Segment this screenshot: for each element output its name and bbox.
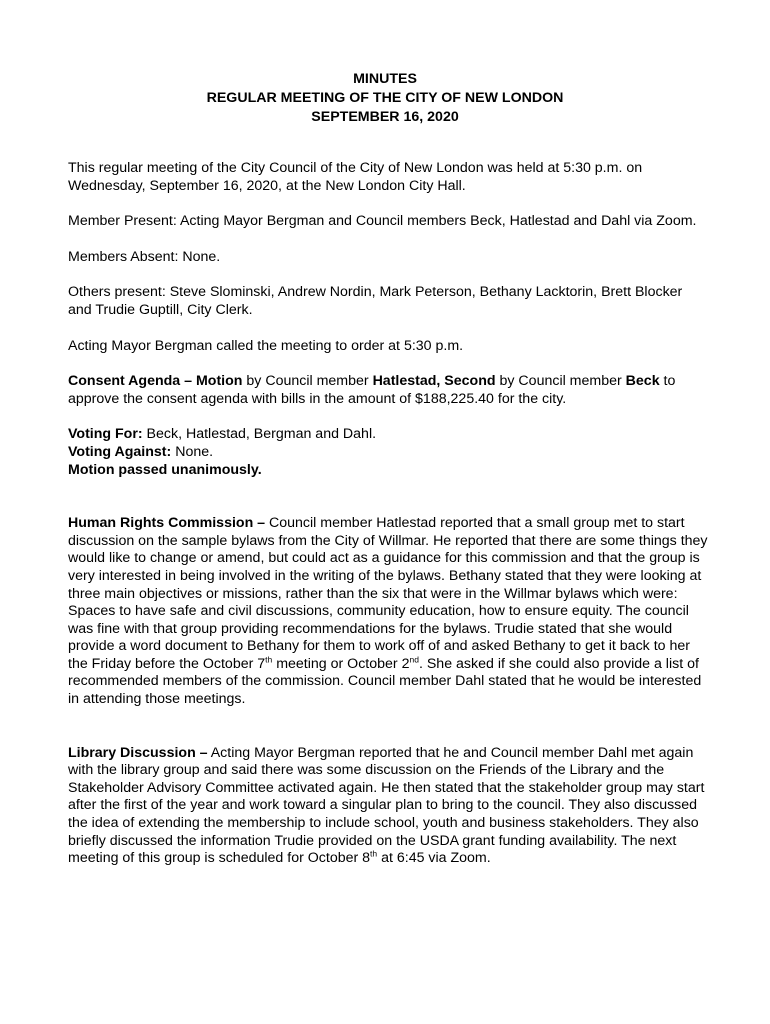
voting-for-line — [68, 426, 708, 444]
members-absent-paragraph: Members Absent: None. — [68, 248, 221, 265]
library-sup-th: th — [370, 848, 378, 859]
consent-mover: Hatlestad, Second — [372, 373, 496, 390]
vote-block — [68, 426, 708, 479]
library-text-a: Acting Mayor Bergman reported that he and Council member Dahl met again with the library group and said there was some discussion on the Friends of the Library and the Stakeholder Advisory Committee activated again. He then stated that the stakeholder group may start after the first of the year and work toward a singular plan to bring to the council. They also discussed the idea of extending the membership to include school, youth and business stakeholders. They also briefly discussed the information Trudie provided on the USDA grant funding availability. The next meeting of this group is scheduled for October 8 — [68, 744, 705, 867]
members-present-paragraph: Member Present: Acting Mayor Bergman and Council members Beck, Hatlestad and Dahl via Zoom. — [68, 213, 697, 230]
header-date: SEPTEMBER 16, 2020 — [311, 109, 459, 125]
intro-paragraph: This regular meeting of the City Council of the City of New London was held at 5:30 p.m. on Wednesday, September 16, 2020, at the New London City Hall. — [68, 160, 643, 194]
voting-against-value: None. — [171, 443, 214, 460]
voting-against-line — [68, 444, 708, 462]
voting-for-value: Beck, Hatlestad, Bergman and Dahl. — [142, 426, 377, 443]
consent-seconder: Beck — [625, 373, 660, 390]
library-label: Library Discussion – — [68, 744, 208, 761]
consent-text-1: by Council member — [242, 373, 373, 390]
consent-agenda-label: Consent Agenda – Motion — [68, 373, 243, 390]
hrc-text-b: meeting or October 2 — [272, 655, 410, 672]
hrc-text-a: Council member Hatlestad reported that a small group met to start discussion on the sample bylaws from the City of Willmar. He reported that there are some things they would like to change or amend, but could act as a guidance for this commission and that the group is very interested in being involved in the writing of the bylaws. Bethany stated that they were looking at three main objectives or missions, rather than the six that were in the Willmar bylaws which were: Spaces to have safe and civil discussions, community education, how to ensure equity. The council was fine with that group providing recommendations for the bylaws. Trudie stated that she would provide a word document to Bethany for them to work off of and asked Bethany to get it back to her the Friday before the October 7 — [68, 515, 708, 672]
header-minutes: MINUTES — [353, 71, 417, 87]
consent-text-2: by Council member — [495, 373, 626, 390]
others-present-paragraph: Others present: Steve Slominski, Andrew Nordin, Mark Peterson, Bethany Lacktorin, Brett Blocker and Trudie Guptill, City Clerk. — [68, 284, 683, 318]
library-text-b: at 6:45 via Zoom. — [377, 850, 491, 867]
voting-for-label: Voting For: — [68, 426, 143, 443]
document-header — [0, 70, 770, 127]
call-to-order-paragraph: Acting Mayor Bergman called the meeting to order at 5:30 p.m. — [68, 337, 464, 354]
consent-text-3: to approve the consent agenda with bills in the amount of $188,225.40 for the city. — [68, 373, 676, 407]
hrc-sup-th: th — [265, 654, 273, 665]
hrc-text-c: . She asked if she could also provide a list of recommended members of the commission. Council member Dahl stated that he would be interested in attending those meetings. — [68, 655, 702, 708]
voting-against-label: Voting Against: — [68, 443, 172, 460]
library-discussion-paragraph — [68, 745, 708, 868]
human-rights-commission-paragraph — [68, 515, 708, 709]
document-body — [68, 160, 708, 886]
hrc-label: Human Rights Commission – — [68, 515, 266, 532]
consent-agenda-paragraph — [68, 373, 708, 408]
header-meeting-title: REGULAR MEETING OF THE CITY OF NEW LONDON — [206, 90, 564, 106]
motion-result: Motion passed unanimously. — [68, 461, 262, 478]
hrc-sup-nd: nd — [409, 654, 419, 665]
